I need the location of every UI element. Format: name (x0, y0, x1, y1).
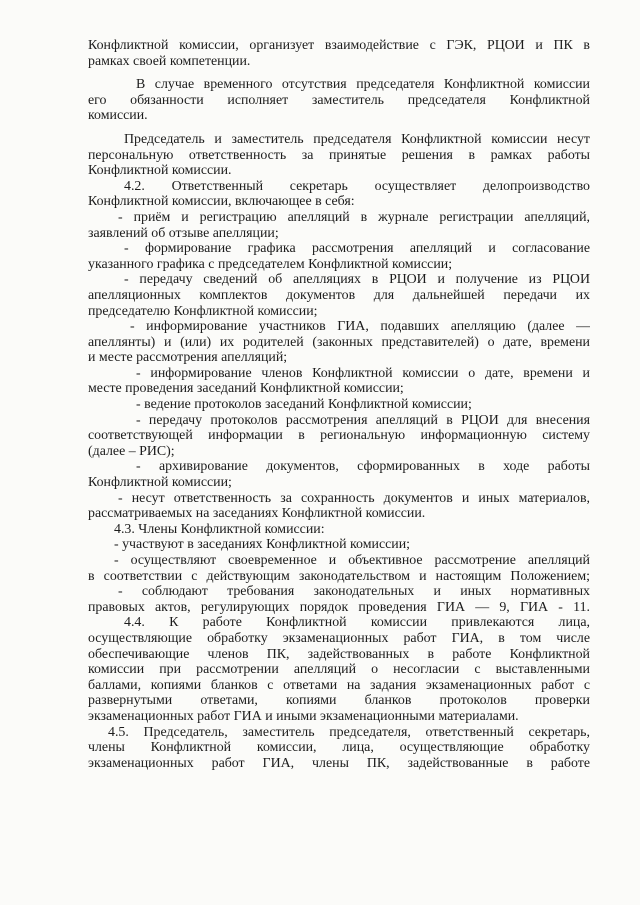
text-line: Конфликтной комиссии; (88, 475, 232, 491)
text-line: месте проведения заседаний Конфликтной комиссии; (88, 381, 404, 397)
text-line: - информирование участников ГИА, подавших апелляцию (далее — (130, 319, 590, 335)
text-line: осуществляющие обработку экзаменационных работ ГИА, в том числе (88, 630, 590, 646)
text-line: указанного графика с председателем Конфликтной комиссии; (88, 256, 453, 272)
text-line: 4.4. К работе Конфликтной комиссии привлекаются лица, (124, 615, 590, 631)
text-line: апелляционных комплектов документов для дальнейшей передачи их (88, 287, 590, 303)
text-line: Конфликтной комиссии, организует взаимодействие с ГЭК, РЦОИ и ПК в (88, 38, 590, 53)
text-line: - соблюдают требования законодательных и иных нормативных (118, 584, 590, 600)
text-line: - участвуют в заседаниях Конфликтной комиссии; (114, 537, 411, 553)
text-line: экзаменационных работ ГИА и иными экзаменационными материалами. (88, 708, 519, 724)
text-line: комиссии при рассмотрении апелляций о несогласии с выставленными (88, 662, 590, 678)
text-line: - несут ответственность за сохранность документов и иных материалов, (118, 490, 590, 506)
text-line: Конфликтной комиссии, включающее в себя: (88, 194, 355, 210)
text-line: В случае временного отсутствия председателя Конфликтной комиссии (136, 77, 590, 93)
text-line: баллами, копиями бланков с ответами на задания экзаменационных работ с (88, 677, 590, 693)
text-line: - приём и регистрацию апелляций в журнале регистрации апелляций, (118, 209, 590, 225)
text-line: в соответствии с действующим законодательством и настоящим Положением; (88, 568, 590, 584)
text-line: соответствующей информации в региональную информационную систему (88, 428, 590, 444)
text-line: обеспечивающие членов ПК, задействованных в работе Конфликтной (88, 646, 590, 662)
text-line: заявлений об отзыве апелляции; (88, 225, 279, 241)
text-line: - ведение протоколов заседаний Конфликтной комиссии; (136, 397, 472, 413)
text-line: его обязанности исполняет заместитель председателя Конфликтной (88, 92, 590, 108)
text-line: - передачу сведений об апелляциях в РЦОИ и получение из РЦОИ (124, 272, 590, 288)
text-line: правовых актов, регулирующих порядок проведения ГИА — 9, ГИА - 11. (88, 599, 590, 615)
text-line: Председатель и заместитель председателя Конфликтной комиссии несут (124, 131, 590, 147)
text-line: и месте рассмотрения апелляций; (88, 350, 288, 366)
text-line: комиссии. (88, 108, 148, 124)
text-line: апеллянты) и (или) их родителей (законных представителей) о дате, времени (88, 334, 590, 350)
text-line: 4.3. Члены Конфликтной комиссии: (114, 521, 325, 537)
text-line: развернутыми ответами, копиями бланков протоколов проверки (88, 693, 590, 709)
text-line: персональную ответственность за принятые решения в рамках работы (88, 147, 590, 163)
text-line: (далее – РИС); (88, 443, 175, 459)
text-line: - формирование графика рассмотрения апелляций и согласование (124, 241, 590, 257)
text-line: 4.2. Ответственный секретарь осуществляет делопроизводство (124, 178, 590, 194)
text-line: - информирование членов Конфликтной комиссии о дате, времени и (136, 365, 590, 381)
text-line: члены Конфликтной комиссии, лица, осуществляющие обработку (88, 740, 590, 756)
text-line: экзаменационных работ ГИА, члены ПК, задействованные в работе (88, 755, 590, 771)
text-line: - осуществляют своевременное и объективное рассмотрение апелляций (114, 553, 590, 568)
text-line: 4.5. Председатель, заместитель председателя, ответственный секретарь, (108, 724, 590, 740)
text-line: рамках своей компетенции. (88, 53, 251, 69)
text-line: рассматриваемых на заседаниях Конфликтной комиссии. (88, 506, 426, 522)
text-line: - передачу протоколов рассмотрения апелляций в РЦОИ для внесения (136, 412, 590, 428)
text-line: - архивирование документов, сформированных в ходе работы (136, 459, 590, 475)
text-line: председателю Конфликтной комиссии; (88, 303, 318, 319)
text-line: Конфликтной комиссии. (88, 163, 232, 179)
